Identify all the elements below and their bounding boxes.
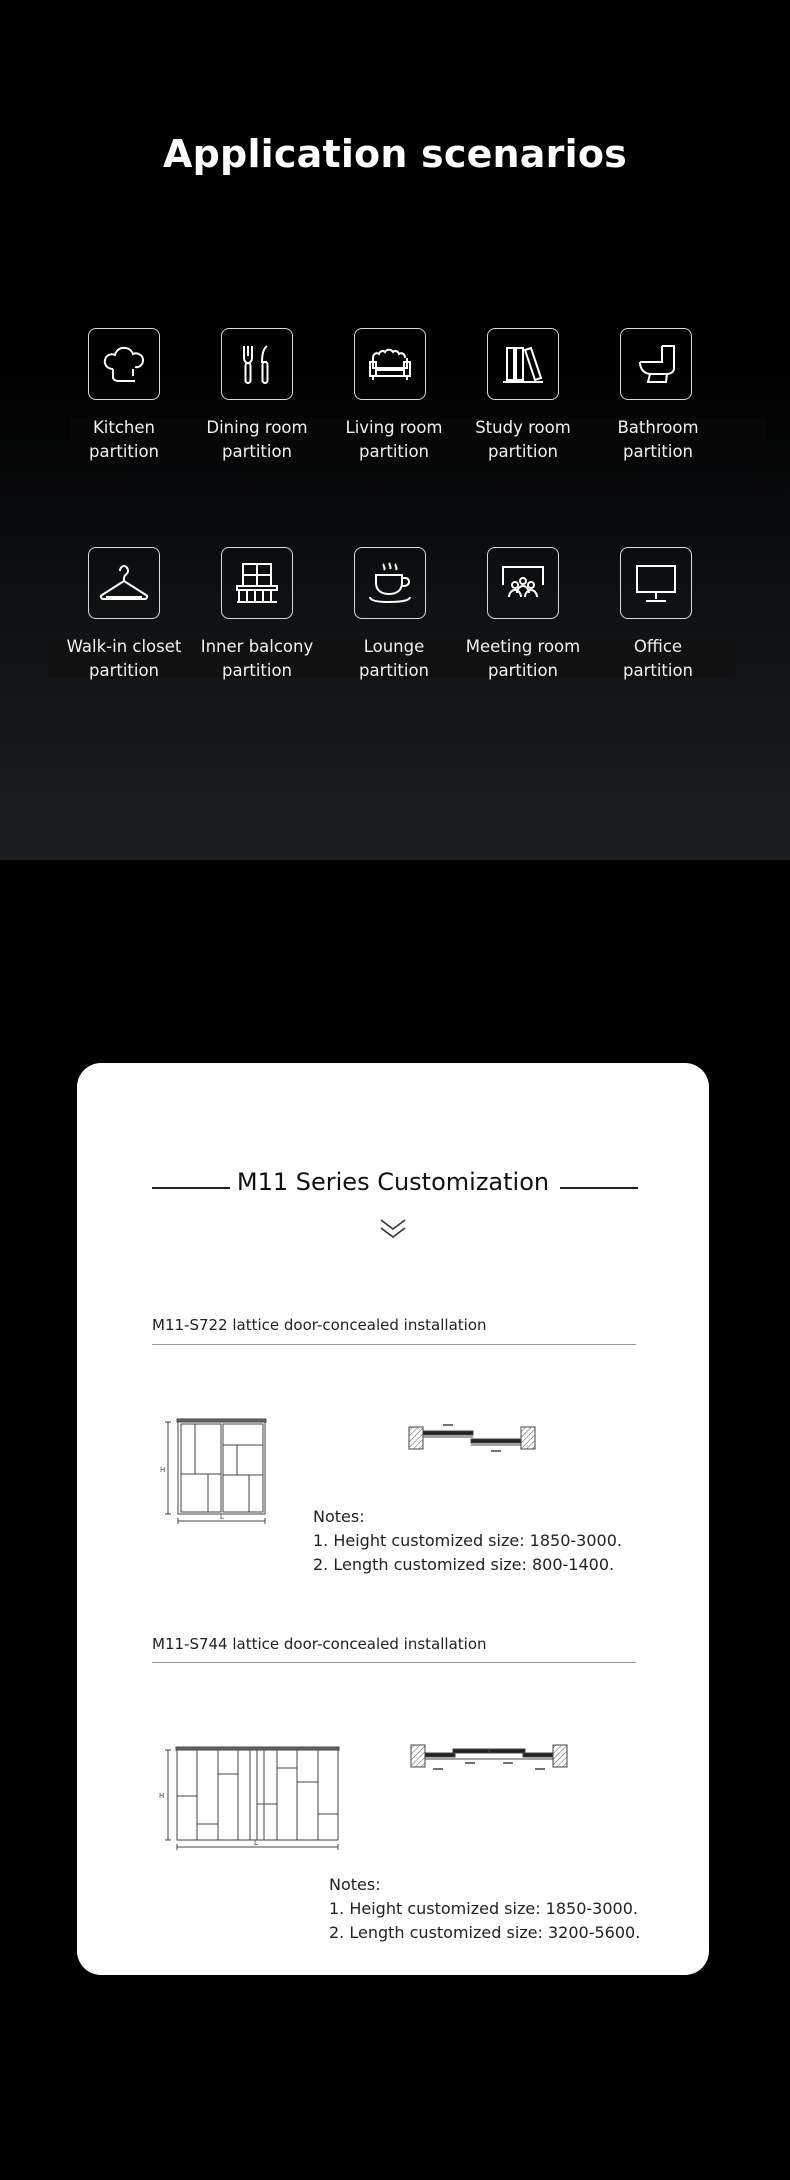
scenario-kitchen <box>88 328 160 400</box>
scenario-label: Dining room partition <box>206 418 308 461</box>
notes-label: Notes: <box>329 1875 381 1894</box>
dim-h-label: H <box>160 1466 166 1474</box>
monitor-icon <box>628 555 684 611</box>
scenario-lounge <box>354 547 426 619</box>
scenario-study <box>487 328 559 400</box>
scenario-label: Meeting room partition <box>465 637 581 680</box>
scenario-dining <box>221 328 293 400</box>
scenario-meeting <box>487 547 559 619</box>
s722-plan-view-diagram <box>407 1421 537 1457</box>
scenario-label: Bathroom partition <box>617 418 699 461</box>
dim-l-label: L <box>254 1839 258 1847</box>
section-title: Application scenarios <box>163 132 627 176</box>
note-height: 1. Height customized size: 1850-3000. <box>313 1531 622 1550</box>
scenario-label: Kitchen partition <box>88 418 160 461</box>
hanger-icon <box>96 555 152 611</box>
scenario-closet <box>88 547 160 619</box>
customization-card <box>77 1063 709 1975</box>
scenario-office <box>620 547 692 619</box>
section-rule <box>152 1662 636 1663</box>
fork-knife-icon <box>229 336 285 392</box>
scenario-label: Living room partition <box>345 418 443 461</box>
section-rule <box>152 1344 636 1345</box>
scenario-bathroom <box>620 328 692 400</box>
dim-l-label: L <box>220 1513 224 1521</box>
scenario-label: Study room partition <box>475 418 571 461</box>
double-chevron-down-icon <box>378 1217 408 1241</box>
card-title: M11 Series Customization <box>236 1168 550 1196</box>
dim-h-label: H <box>159 1792 165 1800</box>
s722-front-elevation-diagram <box>152 1415 272 1525</box>
toilet-icon <box>628 336 684 392</box>
title-rule-right <box>560 1187 638 1189</box>
scenario-living <box>354 328 426 400</box>
scenario-label: Walk-in closet partition <box>66 637 182 680</box>
scenario-label: Inner balcony partition <box>200 637 314 680</box>
section-title-s744: M11-S744 lattice door-concealed installation <box>152 1635 487 1653</box>
scenario-label: Lounge partition <box>358 637 430 680</box>
notes-label: Notes: <box>313 1507 365 1526</box>
note-length: 2. Length customized size: 800-1400. <box>313 1555 615 1574</box>
s744-front-elevation-diagram <box>152 1744 342 1854</box>
s744-notes <box>329 1873 640 1945</box>
s722-notes <box>313 1505 622 1577</box>
coffee-cup-icon <box>362 555 418 611</box>
sofa-icon <box>362 336 418 392</box>
books-icon <box>495 336 551 392</box>
section-title-s722: M11-S722 lattice door-concealed installation <box>152 1316 487 1334</box>
chef-hat-icon <box>96 336 152 392</box>
balcony-icon <box>229 555 285 611</box>
scenario-label: Office partition <box>622 637 694 680</box>
s744-plan-view-diagram <box>409 1739 569 1775</box>
note-height: 1. Height customized size: 1850-3000. <box>329 1899 638 1918</box>
meeting-icon <box>495 555 551 611</box>
application-scenarios-section <box>0 0 790 860</box>
note-length: 2. Length customized size: 3200-5600. <box>329 1923 641 1942</box>
scenario-balcony <box>221 547 293 619</box>
